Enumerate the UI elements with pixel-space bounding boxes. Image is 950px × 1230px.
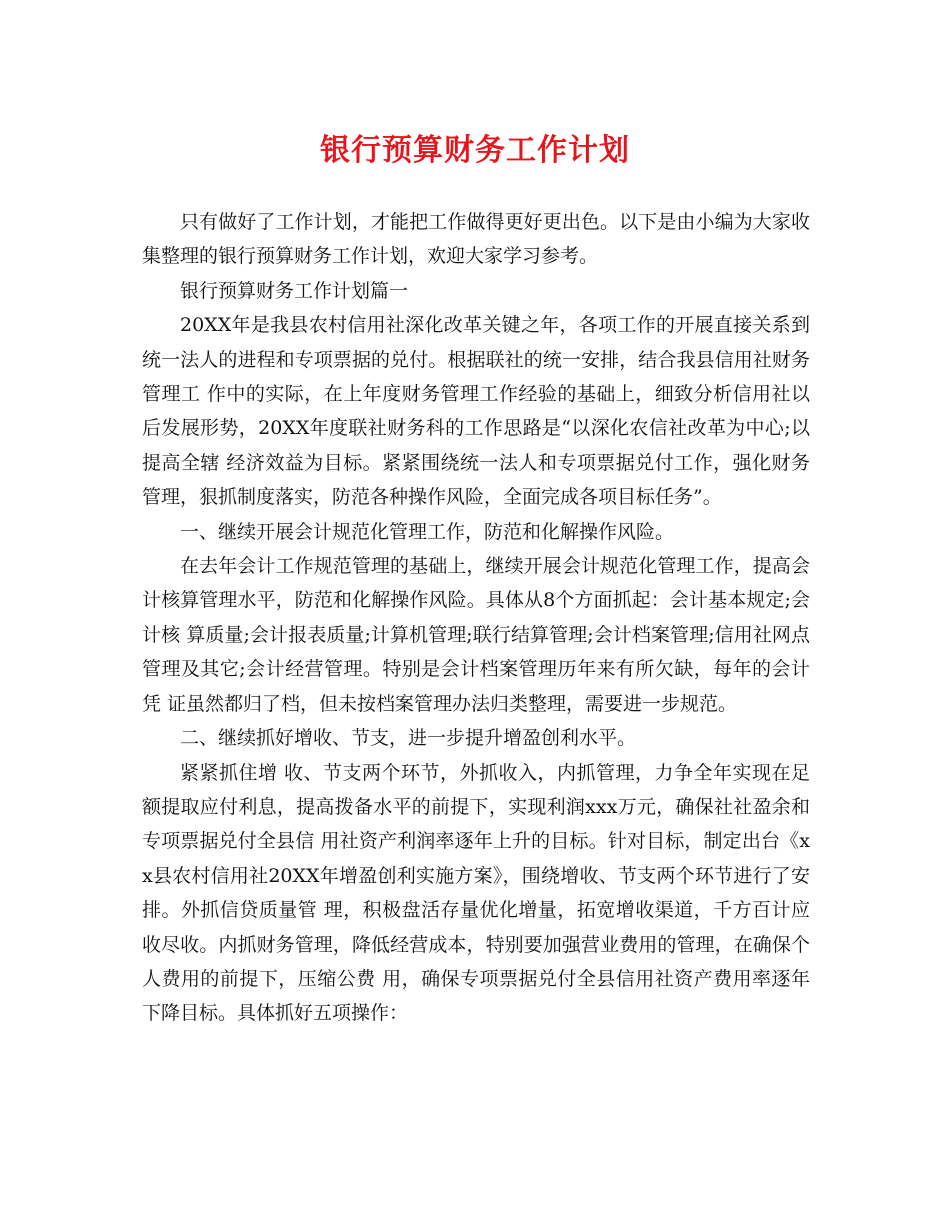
section-heading: 银行预算财务工作计划篇一: [180, 279, 409, 302]
body-paragraph: 在去年会计工作规范管理的基础上，继续开展会计规范化管理工作，提高会计核算管理水平，防范和化解操作风险。具体从8个方面抓起：会计基本规定;会计核 算质量;会计报表质量;计算机管理;联行结算管理;会计档案管理;信用社网点管理及其它;会计经营管理。特别是会计档案管理历年来有所欠缺，每年的会计凭 证虽然都归了档，但未按档案管理办法归类整理，需要进一步规范。: [142, 555, 810, 715]
body-paragraph: 20XX年是我县农村信用社深化改革关键之年，各项工作的开展直接关系到统一法人的进程和专项票据的兑付。根据联社的统一安排，结合我县信用社财务管理工 作中的实际，在上年度财务管理工作经验的基础上，细致分析信用社以后发展形势，20XX年度联社财务科的工作思路是“以深化农信社改革为中心;以提高全辖 经济效益为目标。紧紧围绕统一法人和专项票据兑付工作，强化财务管理，狠抓制度落实，防范各种操作风险，全面完成各项目标任务”。: [142, 314, 810, 509]
intro-paragraph: 只有做好了工作计划，才能把工作做得更好更出色。以下是由小编为大家收集整理的银行预算财务工作计划，欢迎大家学习参考。: [142, 211, 810, 268]
section-heading: 二、继续抓好增收、节支，进一步提升增盈创利水平。: [180, 727, 637, 750]
document-title: 银行预算财务工作计划: [320, 133, 630, 168]
body-paragraph: 紧紧抓住增 收、节支两个环节，外抓收入，内抓管理，力争全年实现在足额提取应付利息，提高拨备水平的前提下，实现利润xxx万元，确保社社盈余和专项票据兑付全县信 用社资产利润率逐年上升的目标。针对目标，制定出台《xx县农村信用社20XX年增盈创利实施方案》，围绕增收、节支两个环节进行了安排。外抓信贷质量管 理，积极盘活存量优化增量，拓宽增收渠道，千方百计应收尽收。内抓财务管理，降低经营成本，特别要加强营业费用的管理，在确保个人费用的前提下，压缩公费 用，确保专项票据兑付全县信用社资产费用率逐年下降目标。具体抓好五项操作：: [142, 761, 810, 1025]
section-heading: 一、继续开展会计规范化管理工作，防范和化解操作风险。: [180, 520, 675, 543]
document-body: [142, 205, 810, 1031]
